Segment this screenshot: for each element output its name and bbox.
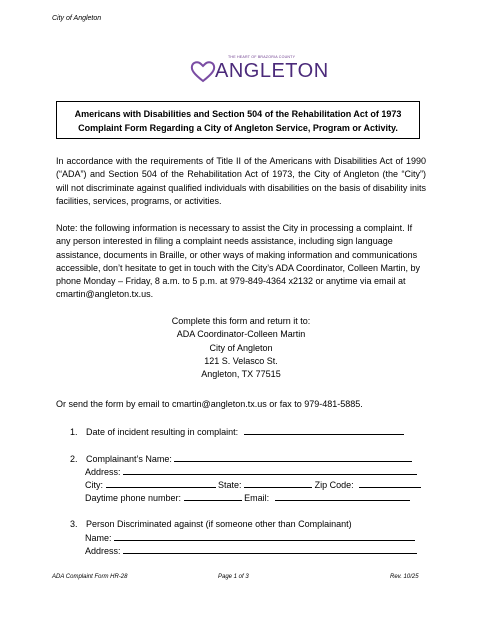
title-line-1: Americans with Disabilities and Section 504 of the Rehabilitation Act of 1973 bbox=[74, 109, 402, 119]
item-2-city-label: City: bbox=[85, 480, 103, 490]
logo-name: ANGLETON bbox=[215, 60, 329, 82]
return-line-4: 121 S. Velasco St. bbox=[204, 355, 278, 366]
complainant-email-field[interactable] bbox=[275, 491, 410, 501]
item-2-phone-label: Daytime phone number: bbox=[85, 493, 182, 503]
item-1-label: Date of incident resulting in complaint: bbox=[86, 427, 239, 437]
complainant-zip-field[interactable] bbox=[359, 478, 421, 488]
item-3-name-row bbox=[85, 531, 415, 544]
footer-form-id: ADA Complaint Form HR-28 bbox=[52, 574, 128, 580]
complainant-city-field[interactable] bbox=[106, 478, 216, 488]
return-line-5: Angleton, TX 77515 bbox=[201, 369, 281, 380]
item-2-state-label: State: bbox=[218, 480, 242, 490]
header-org: City of Angleton bbox=[52, 15, 102, 22]
item-2-label: Complainant’s Name: bbox=[86, 454, 172, 464]
item-2-phone-row bbox=[85, 491, 410, 504]
item-2-city-row bbox=[85, 478, 421, 491]
footer-revision: Rev. 10/25 bbox=[390, 574, 419, 580]
footer-page-number: Page 1 of 3 bbox=[218, 574, 249, 580]
logo-tagline: THE HEART OF BRAZORIA COUNTY bbox=[228, 55, 296, 59]
item-2-email-label: Email: bbox=[244, 493, 270, 503]
person-name-field[interactable] bbox=[114, 531, 415, 541]
item-2-address-row bbox=[85, 465, 417, 478]
return-address bbox=[56, 315, 426, 381]
item-2-number: 2. bbox=[70, 454, 78, 464]
complainant-state-field[interactable] bbox=[244, 478, 312, 488]
item-2-address-label: Address: bbox=[85, 467, 121, 477]
incident-date-field[interactable] bbox=[244, 425, 404, 435]
item-3-address-row bbox=[85, 544, 417, 557]
complainant-name-field[interactable] bbox=[174, 452, 412, 462]
item-2-zip-label: Zip Code: bbox=[314, 480, 354, 490]
return-line-2: ADA Coordinator-Colleen Martin bbox=[176, 329, 306, 340]
heart-logo-icon bbox=[190, 60, 216, 84]
item-3-label: Person Discriminated against (if someone other than Complainant) bbox=[86, 519, 352, 529]
return-line-3: City of Angleton bbox=[209, 342, 273, 353]
item-3-address-label: Address: bbox=[85, 546, 121, 556]
item-3-name-label: Name: bbox=[85, 533, 112, 543]
send-by-text: Or send the form by email to cmartin@angleton.tx.us or fax to 979-481-5885. bbox=[56, 399, 363, 409]
item-1-number: 1. bbox=[70, 427, 78, 437]
person-address-field[interactable] bbox=[123, 544, 417, 554]
note-paragraph: Note: the following information is necessary to assist the City in processing a complaint. If any person interested in filing a complaint needs assistance, including sign language assistance, documents in Braille, or other ways of making information and communications accessible, don’t hesitate to get in touch with the City’s ADA Coordinator, Colleen Martin, by phone Monday – Friday, 8 a.m. to 5 p.m. at 979-849-4364 x2132 or anytime via email at cmartin@angleton.tx.us. bbox=[56, 223, 421, 300]
item-3-number: 3. bbox=[70, 519, 78, 529]
item-3 bbox=[70, 518, 352, 530]
item-2 bbox=[70, 452, 412, 465]
complainant-phone-field[interactable] bbox=[184, 491, 242, 501]
item-1 bbox=[70, 425, 404, 438]
form-title bbox=[56, 101, 420, 139]
return-line-1: Complete this form and return it to: bbox=[171, 316, 311, 326]
intro-paragraph: In accordance with the requirements of Title II of the Americans with Disabilities Act of 1990 (“ADA”) and Section 504 of the Rehabilitation Act of 1973, the City of Angleton (the “City”) will not discriminate against qualified individuals with disabilities on the basis of disability inits facilities, services, programs, or activities. bbox=[56, 156, 426, 206]
city-logo bbox=[190, 54, 330, 90]
complainant-address-field[interactable] bbox=[123, 465, 417, 475]
title-line-2: Complaint Form Regarding a City of Angleton Service, Program or Activity. bbox=[78, 123, 398, 133]
